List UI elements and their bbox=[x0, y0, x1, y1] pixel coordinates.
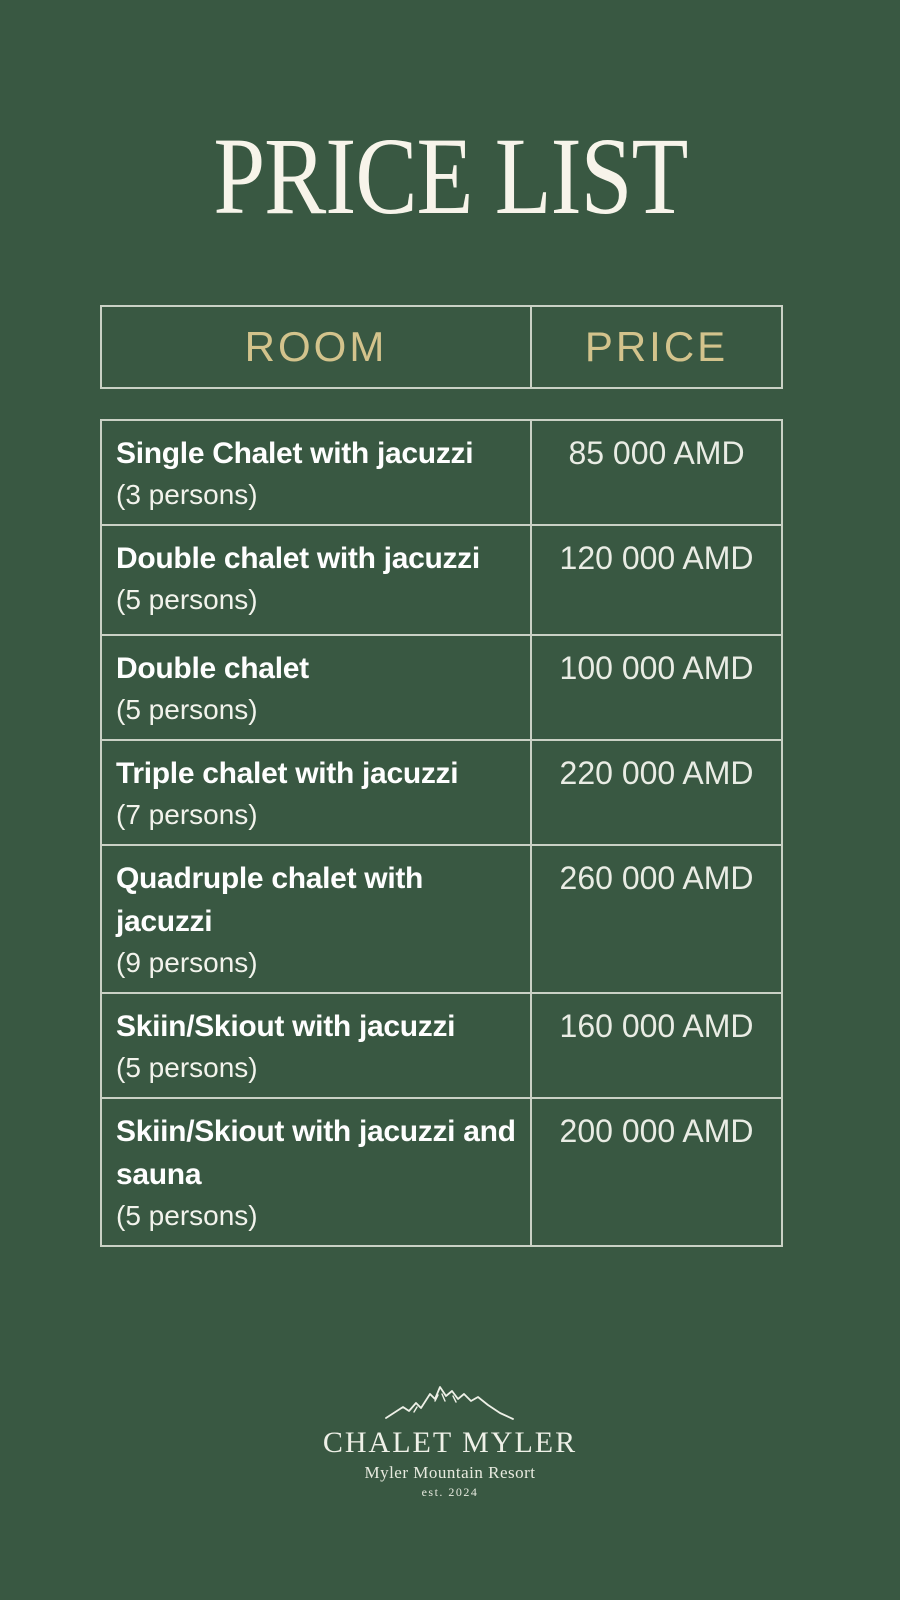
room-name: Double chalet bbox=[116, 652, 309, 685]
room-cell bbox=[102, 421, 532, 524]
page-title-text: PRICE LIST bbox=[212, 114, 688, 238]
room-cell bbox=[102, 636, 532, 739]
mountain-range-icon bbox=[383, 1382, 517, 1424]
room-name: Triple chalet with jacuzzi bbox=[116, 757, 459, 790]
room-name: Skiin/Skiout with jacuzzi bbox=[116, 1010, 456, 1043]
price-value: 260 000 AMD bbox=[559, 860, 754, 896]
room-capacity: (5 persons) bbox=[116, 1052, 258, 1083]
price-value: 120 000 AMD bbox=[559, 540, 754, 576]
price-value: 200 000 AMD bbox=[559, 1113, 754, 1149]
table-row bbox=[102, 741, 781, 846]
room-cell bbox=[102, 846, 532, 992]
price-value: 85 000 AMD bbox=[568, 435, 745, 471]
room-capacity: (5 persons) bbox=[116, 694, 258, 725]
table-row bbox=[102, 636, 781, 741]
resort-established: est. 2024 bbox=[421, 1485, 479, 1499]
resort-logo bbox=[0, 1382, 900, 1500]
room-capacity: (7 persons) bbox=[116, 799, 258, 830]
table-row bbox=[102, 846, 781, 994]
room-name: Single Chalet with jacuzzi bbox=[116, 437, 474, 470]
room-name: Double chalet with jacuzzi bbox=[116, 542, 480, 575]
price-value: 220 000 AMD bbox=[559, 755, 754, 791]
room-capacity: (5 persons) bbox=[116, 1200, 258, 1231]
room-cell bbox=[102, 1099, 532, 1245]
price-value: 100 000 AMD bbox=[559, 650, 754, 686]
room-cell bbox=[102, 994, 532, 1097]
resort-name: CHALET MYLER bbox=[322, 1426, 578, 1459]
price-table bbox=[100, 419, 783, 1247]
table-row bbox=[102, 1099, 781, 1245]
room-cell bbox=[102, 526, 532, 634]
room-capacity: (5 persons) bbox=[116, 584, 258, 615]
table-row bbox=[102, 421, 781, 526]
column-header-room: ROOM bbox=[102, 307, 532, 387]
table-row bbox=[102, 526, 781, 636]
room-capacity: (9 persons) bbox=[116, 947, 258, 978]
page-title bbox=[0, 112, 900, 238]
table-header bbox=[100, 305, 783, 389]
column-header-price: PRICE bbox=[584, 323, 729, 370]
room-capacity: (3 persons) bbox=[116, 479, 258, 510]
table-row bbox=[102, 994, 781, 1099]
resort-subtitle: Myler Mountain Resort bbox=[364, 1463, 536, 1482]
room-name: Skiin/Skiout with jacuzzi and sauna bbox=[116, 1115, 516, 1191]
room-name: Quadruple chalet with jacuzzi bbox=[116, 862, 424, 938]
price-value: 160 000 AMD bbox=[559, 1008, 754, 1044]
room-cell bbox=[102, 741, 532, 844]
